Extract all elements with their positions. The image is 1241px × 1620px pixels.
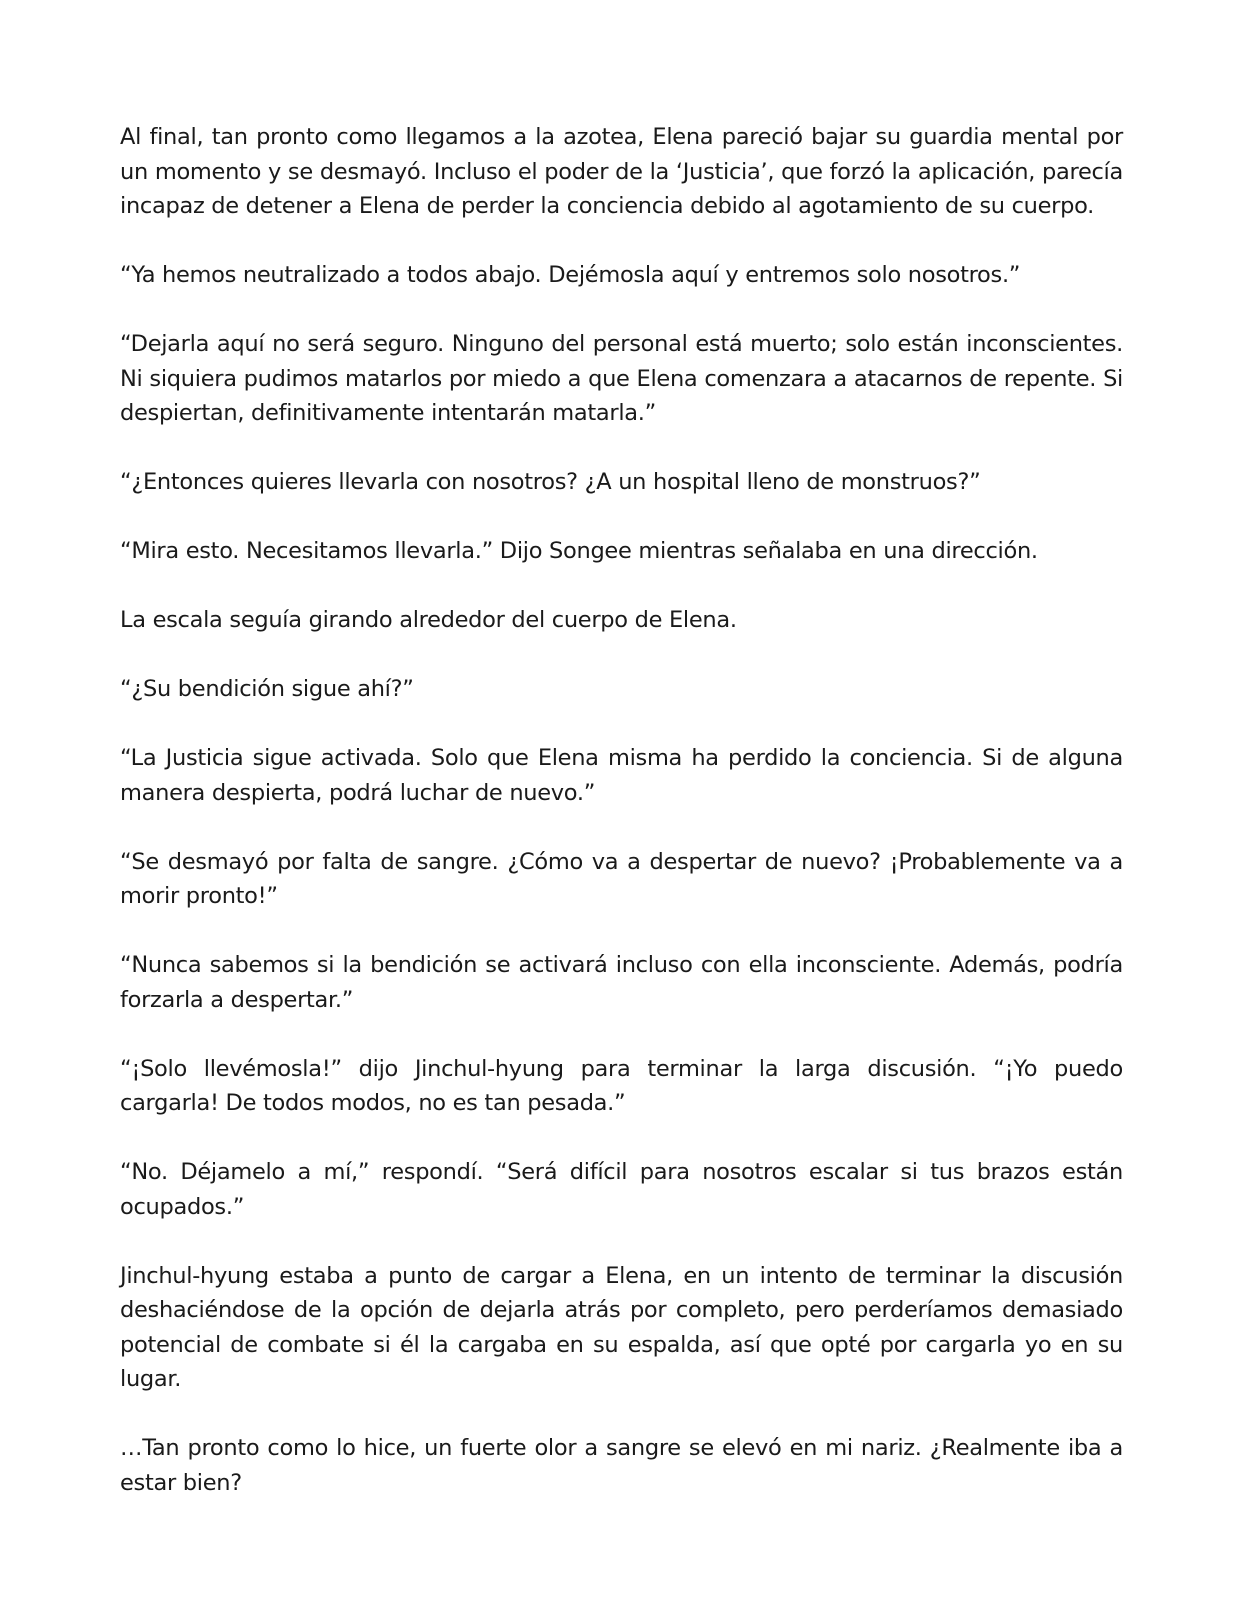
- paragraph-6: La escala seguía girando alrededor del cuerpo de Elena.: [120, 607, 737, 633]
- paragraph-7: “¿Su bendición sigue ahí?”: [120, 676, 414, 702]
- paragraph-12: “No. Déjamelo a mí,” respondí. “Será difícil para nosotros escalar si tus brazos están ocupados.”: [120, 1159, 1123, 1220]
- paragraph-13: Jinchul-hyung estaba a punto de cargar a Elena, en un intento de terminar la discusión deshaciéndose de la opción de dejarla atrás por completo, pero perderíamos demasiado potencial de combate si él la cargaba en su espalda, así que opté por cargarla yo en su lugar.: [120, 1262, 1123, 1392]
- paragraph-3: “Dejarla aquí no será seguro. Ninguno del personal está muerto; solo están inconscientes. Ni siquiera pudimos matarlos por miedo a que Elena comenzara a atacarnos de repente. Si despiertan, definitivamente intentarán matarla.”: [120, 331, 1123, 426]
- paragraph-10: “Nunca sabemos si la bendición se activará incluso con ella inconsciente. Además, podría forzarla a despertar.”: [120, 952, 1123, 1013]
- paragraph-2: “Ya hemos neutralizado a todos abajo. Dejémosla aquí y entremos solo nosotros.”: [120, 262, 1021, 288]
- paragraph-5: “Mira esto. Necesitamos llevarla.” Dijo Songee mientras señalaba en una dirección.: [120, 538, 1038, 564]
- paragraph-8: “La Justicia sigue activada. Solo que Elena misma ha perdido la conciencia. Si de alguna manera despierta, podrá luchar de nuevo.”: [120, 745, 1123, 806]
- paragraph-4: “¿Entonces quieres llevarla con nosotros? ¿A un hospital lleno de monstruos?”: [120, 469, 981, 495]
- paragraph-11: “¡Solo llevémosla!” dijo Jinchul-hyung para terminar la larga discusión. “¡Yo puedo cargarla! De todos modos, no es tan pesada.”: [120, 1055, 1123, 1116]
- paragraph-14: …Tan pronto como lo hice, un fuerte olor a sangre se elevó en mi nariz. ¿Realmente iba a estar bien?: [120, 1435, 1123, 1496]
- paragraph-1: Al final, tan pronto como llegamos a la azotea, Elena pareció bajar su guardia mental por un momento y se desmayó. Incluso el poder de la ‘Justicia’, que forzó la aplicación, parecía incapaz de detener a Elena de perder la conciencia debido al agotamiento de su cuerpo.: [120, 124, 1123, 219]
- paragraph-9: “Se desmayó por falta de sangre. ¿Cómo va a despertar de nuevo? ¡Probablemente va a morir pronto!”: [120, 848, 1123, 909]
